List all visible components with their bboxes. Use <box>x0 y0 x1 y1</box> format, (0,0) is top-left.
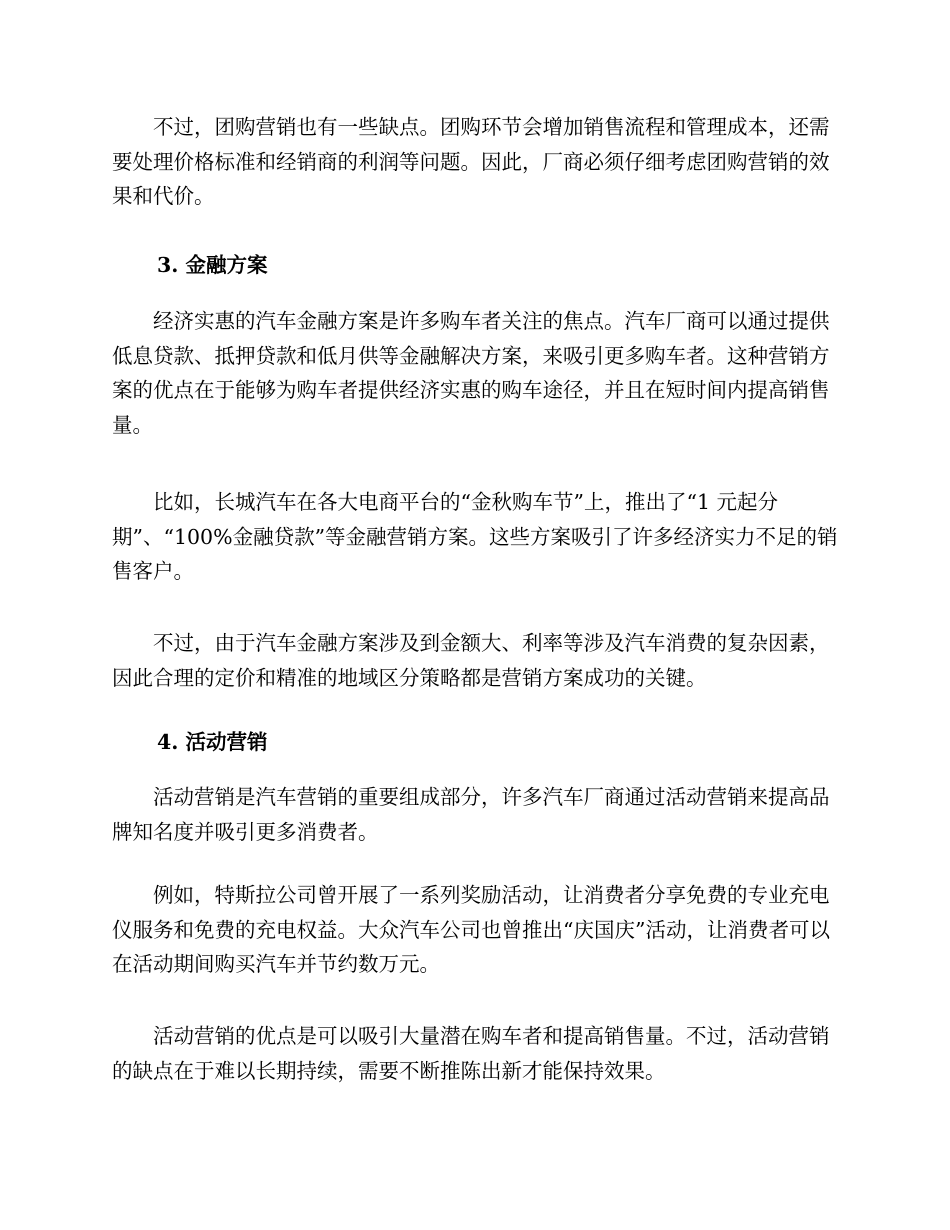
paragraph-finance-intro: 经济实惠的汽车金融方案是许多购车者关注的焦点。汽车厂商可以通过提供低息贷款、抵押贷款和低月供等金融解决方案，来吸引更多购车者。这种营销方案的优点在于能够为购车者提供经济实惠的购车途径，并且在短时间内提高销售量。 <box>112 309 830 437</box>
paragraph-events-intro: 活动营销是汽车营销的重要组成部分，许多汽车厂商通过活动营销来提高品牌知名度并吸引更多消费者。 <box>112 785 830 844</box>
paragraph-events-pros-cons: 活动营销的优点是可以吸引大量潜在购车者和提高销售量。不过，活动营销的缺点在于难以长期持续，需要不断推陈出新才能保持效果。 <box>112 1024 830 1083</box>
paragraph-finance-drawbacks: 不过，由于汽车金融方案涉及到金额大、利率等涉及汽车消费的复杂因素，因此合理的定价和精准的地域区分策略都是营销方案成功的关键。 <box>112 631 830 690</box>
paragraph-groupbuy-drawbacks: 不过，团购营销也有一些缺点。团购环节会增加销售流程和管理成本，还需要处理价格标准和经销商的利润等问题。因此，厂商必须仔细考虑团购营销的效果和代价。 <box>112 115 830 208</box>
section-heading-events: 4. 活动营销 <box>157 730 268 754</box>
paragraph-events-example: 例如，特斯拉公司曾开展了一系列奖励活动，让消费者分享免费的专业充电仪服务和免费的充电权益。大众汽车公司也曾推出“庆国庆”活动，让消费者可以在活动期间购买汽车并节约数万元。 <box>112 883 830 976</box>
paragraph-finance-example: 比如，长城汽车在各大电商平台的“金秋购车节”上，推出了“1 元起分期”、“100%金融贷款”等金融营销方案。这些方案吸引了许多经济实力不足的销售客户。 <box>112 490 838 583</box>
section-heading-finance: 3. 金融方案 <box>157 253 268 277</box>
